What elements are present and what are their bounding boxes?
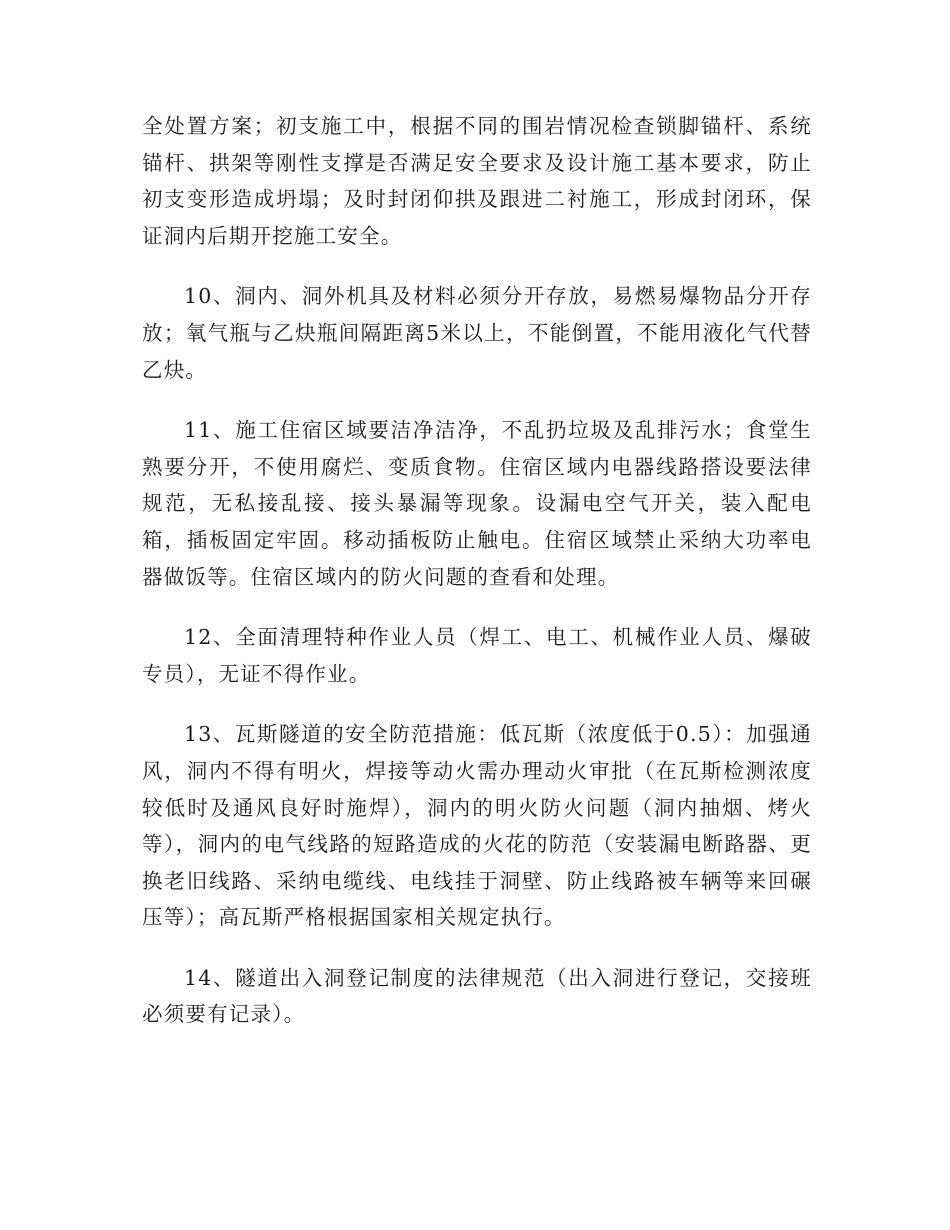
paragraph-item-12: 12、全面清理特种作业人员（焊工、电工、机械作业人员、爆破专员），无证不得作业。: [142, 625, 812, 686]
paragraph-item-13: 13、瓦斯隧道的安全防范措施：低瓦斯（浓度低于0.5）：加强通风，洞内不得有明火，焊接等动火需办理动火审批（在瓦斯检测浓度较低时及通风良好时施焊），洞内的明火防火问题（洞内抽烟、烤火等），洞内的电气线路的短路造成的火花的防范（安装漏电断路器、更换老旧线路、采纳电缆线、电线挂于洞壁、防止线路被车辆等来回碾压等）；高瓦斯严格根据国家相关规定执行。: [142, 722, 812, 930]
paragraph-item-11: 11、施工住宿区域要洁净洁净，不乱扔垃圾及乱排污水；食堂生熟要分开，不使用腐烂、变质食物。住宿区域内电器线路搭设要法律规范，无私接乱接、接头暴漏等现象。设漏电空气开关，装入配电箱，插板固定牢固。移动插板防止触电。住宿区域禁止采纳大功率电器做饭等。住宿区域内的防火问题的查看和处理。: [142, 418, 812, 589]
document-body: [142, 108, 812, 1057]
paragraph-item-10: 10、洞内、洞外机具及材料必须分开存放，易燃易爆物品分开存放；氧气瓶与乙炔瓶间隔距离5米以上，不能倒置，不能用液化气代替乙炔。: [142, 284, 812, 382]
paragraph-item-14: 14、隧道出入洞登记制度的法律规范（出入洞进行登记，交接班必须要有记录）。: [142, 965, 812, 1027]
paragraph-continued: 全处置方案；初支施工中，根据不同的围岩情况检查锁脚锚杆、系统锚杆、拱架等刚性支撑是否满足安全要求及设计施工基本要求，防止初支变形造成坍塌；及时封闭仰拱及跟进二衬施工，形成封闭环，保证洞内后期开挖施工安全。: [142, 114, 812, 248]
